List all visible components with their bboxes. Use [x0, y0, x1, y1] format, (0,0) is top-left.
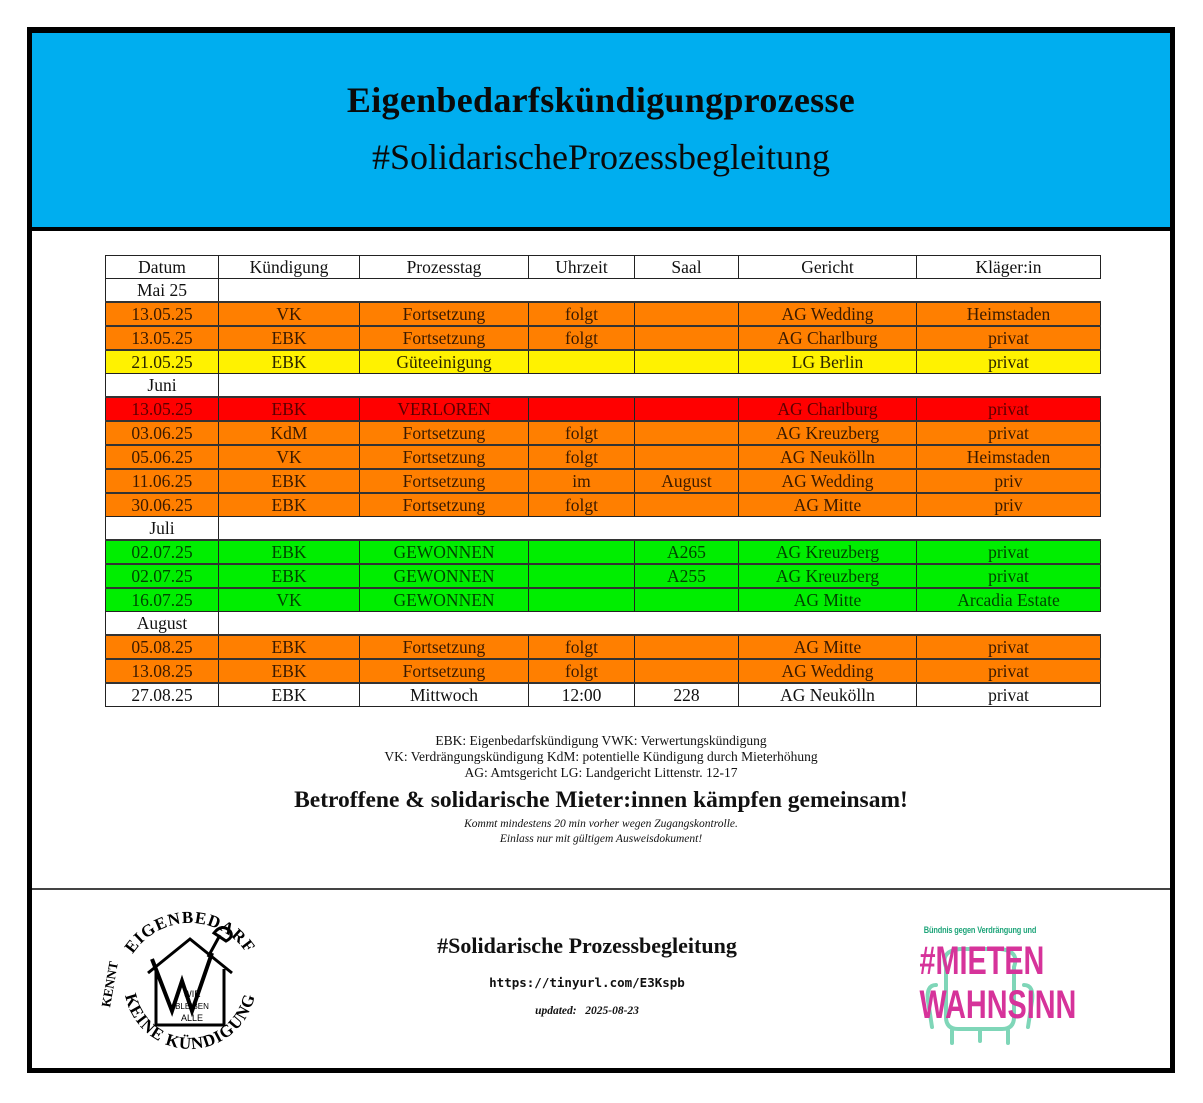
table-cell-prozesstag: Fortsetzung [360, 445, 529, 469]
table-cell-prozesstag: Fortsetzung [360, 493, 529, 517]
table-cell-kündigung: EBK [219, 326, 360, 350]
table-cell-datum: 11.06.25 [106, 469, 219, 493]
table-cell-prozesstag: Fortsetzung [360, 421, 529, 445]
table-cell-prozesstag: Fortsetzung [360, 469, 529, 493]
table-cell-prozesstag: Fortsetzung [360, 635, 529, 659]
table-cell-gericht: AG Wedding [739, 302, 917, 326]
logo-center-line: WIR [183, 989, 201, 999]
table-cell-datum: 03.06.25 [106, 421, 219, 445]
table-cell-uhrzeit [529, 540, 635, 564]
table-row [106, 445, 1101, 469]
table-cell-gericht: AG Kreuzberg [739, 564, 917, 588]
note-line: Kommt mindestens 20 min vorher wegen Zugangskontrolle. [464, 818, 738, 830]
table-row [106, 683, 1101, 707]
table-cell-klägerin: privat [917, 659, 1101, 683]
table-cell-uhrzeit [529, 350, 635, 374]
footer-updated [332, 1005, 842, 1017]
table-cell-saal: A265 [635, 540, 739, 564]
table-row [106, 564, 1101, 588]
table-cell-datum: 05.08.25 [106, 635, 219, 659]
table-header-row [106, 256, 1101, 279]
table-cell-kündigung: EBK [219, 397, 360, 421]
table-cell-uhrzeit [529, 588, 635, 612]
table-cell-datum: 16.07.25 [106, 588, 219, 612]
table-cell-klägerin: privat [917, 326, 1101, 350]
table-body [106, 279, 1101, 707]
updated-date: 2025-08-23 [585, 1005, 639, 1017]
table-cell-saal [635, 493, 739, 517]
table-cell-saal: 228 [635, 683, 739, 707]
logo-ring-bottom: KEINE KÜNDIGUNG [121, 991, 259, 1054]
column-header: Uhrzeit [529, 256, 635, 279]
table-cell-datum: 13.05.25 [106, 326, 219, 350]
table-row [106, 540, 1101, 564]
updated-label: updated: [535, 1005, 577, 1017]
note-line: Einlass nur mit gültigem Ausweisdokument! [499, 833, 703, 845]
table-cell-saal [635, 659, 739, 683]
svg-text:EIGENBEDARF [121, 908, 260, 957]
slogan: Betroffene & solidarische Mieter:innen kämpfen gemeinsam! [294, 787, 908, 813]
table-cell-prozesstag: Güteeinigung [360, 350, 529, 374]
table-cell-uhrzeit: 12:00 [529, 683, 635, 707]
table-cell-saal [635, 397, 739, 421]
table-cell-datum: 05.06.25 [106, 445, 219, 469]
table-cell-prozesstag: GEWONNEN [360, 564, 529, 588]
table-cell-saal: A255 [635, 564, 739, 588]
month-row [106, 279, 1101, 303]
table-cell-klägerin: priv [917, 469, 1101, 493]
table-cell-datum: 02.07.25 [106, 540, 219, 564]
page-subtitle: #SolidarischeProzessbegleitung [372, 137, 830, 177]
mietenwahnsinn-logo [896, 915, 1077, 1055]
table-row [106, 493, 1101, 517]
table-cell-kündigung: EBK [219, 469, 360, 493]
table-row [106, 659, 1101, 683]
table-cell-gericht: AG Kreuzberg [739, 540, 917, 564]
table-cell-kündigung: EBK [219, 635, 360, 659]
table-cell-datum: 30.06.25 [106, 493, 219, 517]
month-row [106, 612, 1101, 636]
table-cell-datum: 21.05.25 [106, 350, 219, 374]
logo-center-line: BLEIBEN [175, 1002, 209, 1011]
table-cell-gericht: AG Neukölln [739, 683, 917, 707]
legend-line: AG: Amtsgericht LG: Landgericht Littenstr. 12-17 [464, 765, 738, 780]
table-cell-kündigung: EBK [219, 350, 360, 374]
column-header: Datum [106, 256, 219, 279]
month-label: Juli [106, 517, 219, 541]
table-cell-prozesstag: Fortsetzung [360, 326, 529, 350]
footer-url-link[interactable]: https://tinyurl.com/E3Kspb [489, 975, 685, 990]
table-cell-saal [635, 302, 739, 326]
table-cell-klägerin: Arcadia Estate [917, 588, 1101, 612]
table-cell-datum: 27.08.25 [106, 683, 219, 707]
table-cell-saal: August [635, 469, 739, 493]
table-cell-uhrzeit: folgt [529, 445, 635, 469]
table-row [106, 421, 1101, 445]
table-cell-gericht: AG Kreuzberg [739, 421, 917, 445]
table-cell-gericht: AG Mitte [739, 635, 917, 659]
table-cell-uhrzeit [529, 564, 635, 588]
table-cell-datum: 13.08.25 [106, 659, 219, 683]
table-cell-uhrzeit: folgt [529, 421, 635, 445]
table-cell-uhrzeit [529, 397, 635, 421]
month-label: Juni [106, 374, 219, 398]
table-cell-saal [635, 326, 739, 350]
footer-title: #Solidarische Prozessbegleitung [437, 933, 737, 958]
table-cell-gericht: AG Wedding [739, 469, 917, 493]
column-header: Kläger:in [917, 256, 1101, 279]
table-cell-prozesstag: VERLOREN [360, 397, 529, 421]
table-cell-kündigung: EBK [219, 683, 360, 707]
table-cell-gericht: AG Wedding [739, 659, 917, 683]
month-spacer [219, 374, 1101, 398]
table-cell-kündigung: VK [219, 588, 360, 612]
eigenbedarf-logo [100, 899, 280, 1069]
table-row [106, 635, 1101, 659]
table-cell-gericht: AG Charlburg [739, 397, 917, 421]
table-cell-uhrzeit: im [529, 469, 635, 493]
table-cell-saal [635, 421, 739, 445]
table-row [106, 588, 1101, 612]
table-cell-uhrzeit: folgt [529, 302, 635, 326]
table-cell-gericht: AG Mitte [739, 493, 917, 517]
table-cell-klägerin: privat [917, 350, 1101, 374]
table-cell-klägerin: Heimstaden [917, 445, 1101, 469]
table-cell-uhrzeit: folgt [529, 493, 635, 517]
table-cell-kündigung: EBK [219, 493, 360, 517]
eigenbedarf-logo-icon [100, 899, 280, 1069]
table-cell-kündigung: KdM [219, 421, 360, 445]
column-header: Kündigung [219, 256, 360, 279]
table-cell-uhrzeit: folgt [529, 635, 635, 659]
legend-line: VK: Verdrängungskündigung KdM: potentielle Kündigung durch Mieterhöhung [384, 749, 818, 764]
table-cell-kündigung: EBK [219, 659, 360, 683]
table-cell-klägerin: privat [917, 635, 1101, 659]
column-header: Saal [635, 256, 739, 279]
table-cell-klägerin: privat [917, 540, 1101, 564]
table-cell-prozesstag: Fortsetzung [360, 302, 529, 326]
table-cell-kündigung: EBK [219, 540, 360, 564]
table-row [106, 397, 1101, 421]
table-cell-kündigung: VK [219, 445, 360, 469]
month-spacer [219, 612, 1101, 636]
logo-line-mieten: #MIETEN [919, 939, 1045, 983]
month-spacer [219, 279, 1101, 303]
table-row [106, 326, 1101, 350]
footer-divider [32, 888, 1170, 890]
logo-line-wahnsinn: WAHNSINN [919, 983, 1077, 1027]
logo-ring-left: KENNT [100, 960, 121, 1009]
table-cell-kündigung: EBK [219, 564, 360, 588]
table-cell-kündigung: VK [219, 302, 360, 326]
table-cell-klägerin: privat [917, 397, 1101, 421]
logo-ring-top: EIGENBEDARF [120, 907, 260, 957]
month-label: Mai 25 [106, 279, 219, 303]
attendance-notes [32, 817, 1170, 847]
month-row [106, 374, 1101, 398]
table-row [106, 302, 1101, 326]
table-cell-prozesstag: Mittwoch [360, 683, 529, 707]
column-header: Gericht [739, 256, 917, 279]
table-cell-gericht: AG Neukölln [739, 445, 917, 469]
table-cell-datum: 02.07.25 [106, 564, 219, 588]
table-cell-saal [635, 588, 739, 612]
table-cell-datum: 13.05.25 [106, 302, 219, 326]
header-banner [32, 33, 1170, 231]
table-cell-saal [635, 635, 739, 659]
table-cell-gericht: LG Berlin [739, 350, 917, 374]
legend-line: EBK: Eigenbedarfskündigung VWK: Verwertungskündigung [435, 733, 767, 748]
table-cell-klägerin: privat [917, 683, 1101, 707]
abbreviation-legend [32, 733, 1170, 781]
table-cell-prozesstag: GEWONNEN [360, 540, 529, 564]
month-spacer [219, 517, 1101, 541]
schedule-table [105, 255, 1101, 707]
table-row [106, 350, 1101, 374]
table-row [106, 469, 1101, 493]
table-cell-klägerin: priv [917, 493, 1101, 517]
table-cell-saal [635, 350, 739, 374]
table-cell-gericht: AG Mitte [739, 588, 917, 612]
table-cell-prozesstag: GEWONNEN [360, 588, 529, 612]
table-cell-gericht: AG Charlburg [739, 326, 917, 350]
logo-center-line: ALLE [180, 1013, 204, 1023]
logo-tagline: Bündnis gegen Verdrängung und [923, 925, 1037, 936]
month-label: August [106, 612, 219, 636]
table-cell-saal [635, 445, 739, 469]
poster-frame [27, 27, 1175, 1073]
table-cell-prozesstag: Fortsetzung [360, 659, 529, 683]
table-cell-klägerin: privat [917, 564, 1101, 588]
table-cell-uhrzeit: folgt [529, 659, 635, 683]
page-title: Eigenbedarfskündigungprozesse [346, 80, 856, 120]
column-header: Prozesstag [360, 256, 529, 279]
table-cell-datum: 13.05.25 [106, 397, 219, 421]
table-cell-uhrzeit: folgt [529, 326, 635, 350]
table-cell-klägerin: Heimstaden [917, 302, 1101, 326]
month-row [106, 517, 1101, 541]
table-cell-klägerin: privat [917, 421, 1101, 445]
